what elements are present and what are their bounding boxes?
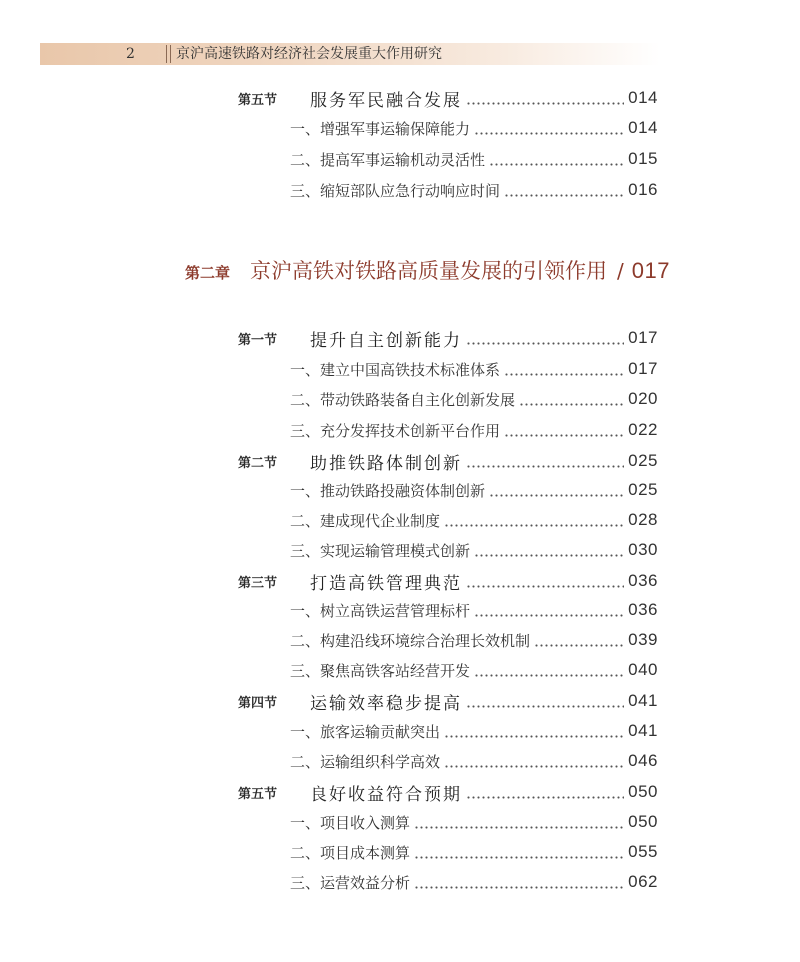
section-label: 第三节 [238, 575, 278, 591]
subsection-title: 一、增强军事运输保障能力 [290, 119, 471, 138]
subsection-title: 三、缩短部队应急行动响应时间 [290, 181, 501, 200]
subsection-title: 二、提高军事运输机动灵活性 [290, 150, 486, 169]
page-ref: 020 [628, 389, 658, 408]
dot-leader [504, 434, 624, 437]
toc-section-entry[interactable] [238, 688, 658, 714]
dot-leader [414, 886, 624, 889]
section-title: 服务军民融合发展 [310, 90, 462, 111]
toc-subsection-entry[interactable] [238, 809, 658, 835]
page-ref: 055 [628, 842, 658, 861]
subsection-title: 二、运输组织科学高效 [290, 752, 441, 771]
page-ref: 050 [628, 782, 658, 801]
toc-section-entry[interactable] [238, 85, 658, 111]
toc-subsection-entry[interactable] [238, 537, 658, 563]
subsection-title: 三、充分发挥技术创新平台作用 [290, 421, 501, 440]
toc-subsection-entry[interactable] [238, 507, 658, 533]
subsection-title: 一、树立高铁运营管理标杆 [290, 601, 471, 620]
subsection-title: 一、建立中国高铁技术标准体系 [290, 360, 501, 379]
page-ref: 062 [628, 872, 658, 891]
toc-subsection-entry[interactable] [238, 869, 658, 895]
dot-leader [504, 194, 624, 197]
dot-leader [474, 614, 624, 617]
chapter-label: 第二章 [185, 264, 231, 282]
dot-leader [466, 705, 624, 708]
dot-leader [414, 826, 624, 829]
toc-section-entry[interactable] [238, 325, 658, 351]
dot-leader [519, 403, 624, 406]
section-label: 第一节 [238, 332, 278, 348]
page-ref: 025 [628, 480, 658, 499]
header-divider [170, 45, 171, 63]
subsection-title: 二、带动铁路装备自主化创新发展 [290, 390, 516, 409]
toc-subsection-entry[interactable] [238, 839, 658, 865]
chapter-page-ref: 017 [631, 258, 670, 283]
toc-subsection-entry[interactable] [238, 115, 658, 141]
header-divider [166, 45, 167, 63]
dot-leader [466, 585, 624, 588]
page-ref: 050 [628, 812, 658, 831]
section-title: 提升自主创新能力 [310, 330, 462, 351]
toc-subsection-entry[interactable] [238, 146, 658, 172]
page-ref: 046 [628, 751, 658, 770]
page-number: 2 [126, 46, 135, 62]
dot-leader [534, 644, 624, 647]
chapter-title: 京沪高铁对铁路高质量发展的引领作用 [250, 259, 607, 283]
page-ref: 040 [628, 660, 658, 679]
dot-leader [466, 796, 624, 799]
section-title: 打造高铁管理典范 [310, 573, 462, 594]
subsection-title: 二、构建沿线环境综合治理长效机制 [290, 631, 531, 650]
dot-leader [474, 554, 624, 557]
toc-section-entry[interactable] [238, 448, 658, 474]
dot-leader [466, 342, 624, 345]
subsection-title: 二、建成现代企业制度 [290, 511, 441, 530]
page-ref: 041 [628, 691, 658, 710]
section-title: 运输效率稳步提高 [310, 693, 462, 714]
dot-leader [466, 465, 624, 468]
dot-leader [489, 163, 624, 166]
toc-subsection-entry[interactable] [238, 748, 658, 774]
subsection-title: 三、聚焦高铁客站经营开发 [290, 661, 471, 680]
page-ref: 014 [628, 118, 658, 137]
dot-leader [489, 494, 624, 497]
page-ref: 015 [628, 149, 658, 168]
page-ref: 039 [628, 630, 658, 649]
toc-subsection-entry[interactable] [238, 627, 658, 653]
subsection-title: 二、项目成本测算 [290, 843, 411, 862]
dot-leader [444, 735, 624, 738]
section-title: 助推铁路体制创新 [310, 453, 462, 474]
toc-subsection-entry[interactable] [238, 417, 658, 443]
page-ref: 017 [628, 359, 658, 378]
subsection-title: 三、运营效益分析 [290, 873, 411, 892]
page-ref: 017 [628, 328, 658, 347]
subsection-title: 一、推动铁路投融资体制创新 [290, 481, 486, 500]
toc-section-entry[interactable] [238, 779, 658, 805]
dot-leader [414, 856, 624, 859]
toc-subsection-entry[interactable] [238, 177, 658, 203]
toc-chapter-heading[interactable] [185, 255, 670, 291]
subsection-title: 三、实现运输管理模式创新 [290, 541, 471, 560]
dot-leader [466, 102, 624, 105]
toc-subsection-entry[interactable] [238, 477, 658, 503]
dot-leader [504, 373, 624, 376]
section-label: 第五节 [238, 92, 278, 108]
section-label: 第五节 [238, 786, 278, 802]
dot-leader [474, 674, 624, 677]
page-ref: 028 [628, 510, 658, 529]
page-ref: 025 [628, 451, 658, 470]
section-title: 良好收益符合预期 [310, 784, 462, 805]
toc-subsection-entry[interactable] [238, 356, 658, 382]
toc-subsection-entry[interactable] [238, 597, 658, 623]
dot-leader [474, 132, 624, 135]
page-ref: 041 [628, 721, 658, 740]
page-ref: 036 [628, 600, 658, 619]
page-ref: 014 [628, 88, 658, 107]
toc-subsection-entry[interactable] [238, 657, 658, 683]
section-label: 第二节 [238, 455, 278, 471]
subsection-title: 一、项目收入测算 [290, 813, 411, 832]
page-ref: 030 [628, 540, 658, 559]
page-ref: 016 [628, 180, 658, 199]
dot-leader [444, 524, 624, 527]
page-ref: 036 [628, 571, 658, 590]
toc-subsection-entry[interactable] [238, 718, 658, 744]
page-ref: 022 [628, 420, 658, 439]
toc-subsection-entry[interactable] [238, 386, 658, 412]
toc-section-entry[interactable] [238, 568, 658, 594]
running-title: 京沪高速铁路对经济社会发展重大作用研究 [176, 46, 442, 62]
section-label: 第四节 [238, 695, 278, 711]
chapter-separator: / [617, 259, 624, 283]
subsection-title: 一、旅客运输贡献突出 [290, 722, 441, 741]
dot-leader [444, 765, 624, 768]
